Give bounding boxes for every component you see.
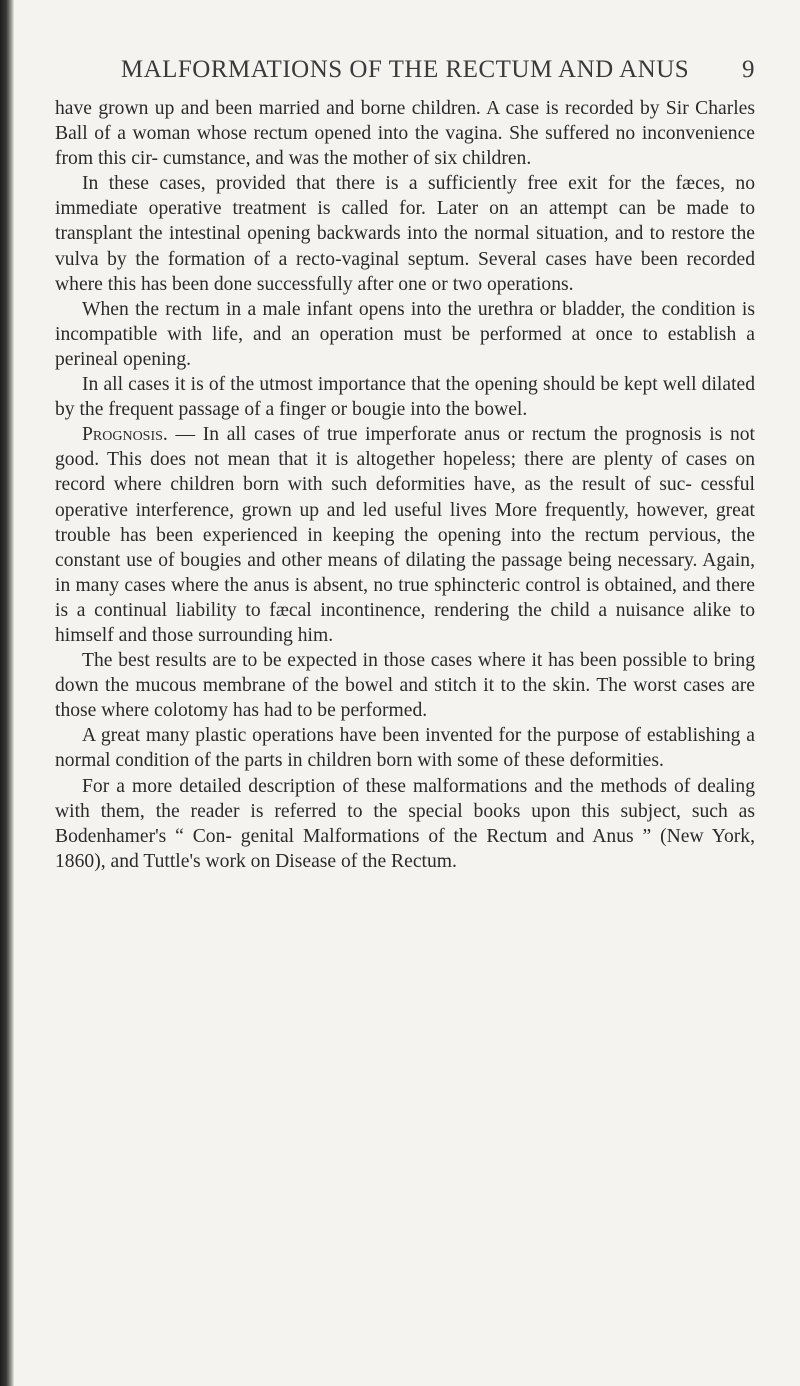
page-number: 9: [742, 56, 755, 83]
body-text: [55, 96, 755, 874]
section-heading-prognosis: Prognosis. —: [82, 424, 203, 446]
paragraph-continuation: have grown up and been married and borne children. A case is recorded by Sir Charles Ball of a woman whose rectum opened into the vagina. She suffered no inconvenience from this cir- cumstance, and was the mother of six children.: [55, 98, 755, 170]
running-head-title: MALFORMATIONS OF THE RECTUM AND ANUS: [120, 56, 690, 83]
paragraph: For a more detailed description of these malformations and the methods of dealing with them, the reader is referred to the special books upon this subject, such as Bodenhamer's “ Con- genital Malformations of the Rectum and Anus ” (New York, 1860), and Tuttle's work on Disease of the Rectum.: [55, 775, 755, 872]
paragraph: In all cases it is of the utmost importance that the opening should be kept well dilated by the frequent passage of a finger or bougie into the bowel.: [55, 374, 755, 421]
paragraph: When the rectum in a male infant opens into the urethra or bladder, the condition is incompatible with life, and an operation must be performed at once to establish a perineal opening.: [55, 298, 755, 370]
paragraph: A great many plastic operations have been invented for the purpose of establishing a normal condition of the parts in children born with some of these deformities.: [55, 725, 755, 772]
book-page: [55, 56, 755, 874]
paragraph: In these cases, provided that there is a sufficiently free exit for the fæces, no immediate operative treatment is called for. Later on an attempt can be made to transplant the intestinal opening backwards into the normal situation, and to restore the vulva by the formation of a recto-vaginal septum. Several cases have been recorded where this has been done successfully after one or two operations.: [55, 173, 755, 295]
running-head: [55, 56, 755, 96]
paragraph: The best results are to be expected in those cases where it has been possible to bring down the mucous membrane of the bowel and stitch it to the skin. The worst cases are those where colotomy has had to be performed.: [55, 650, 755, 722]
paragraph-prognosis: [55, 422, 755, 648]
paragraph-text: In all cases of true imperforate anus or rectum the prognosis is not good. This does not mean that it is altogether hopeless; there are plenty of cases on record where children born with such deformities have, as the result of suc- cessful operative interference, grown up and led useful lives More frequently, however, great trouble has been experienced in keeping the opening into the rectum pervious, the constant use of bougies and other means of dilating the passage being necessary. Again, in many cases where the anus is absent, no true sphincteric control is obtained, and there is a continual liability to fæcal incontinence, rendering the child a nuisance alike to himself and those surrounding him.: [55, 424, 755, 646]
book-binding-edge: [0, 0, 14, 1386]
